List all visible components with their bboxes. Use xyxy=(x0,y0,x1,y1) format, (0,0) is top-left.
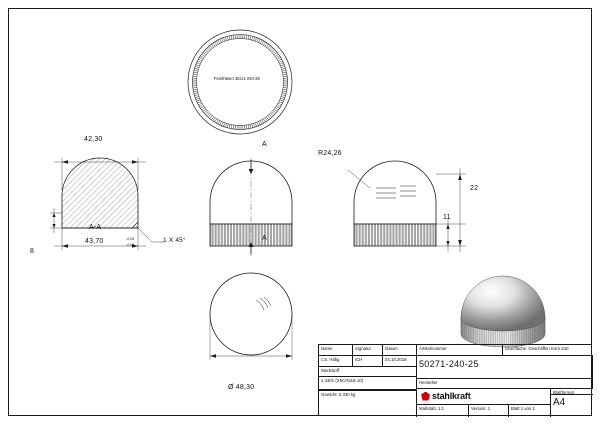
weight-label: Gewicht: 0,330 kg xyxy=(319,390,417,417)
dim-height-skirt: 11 xyxy=(443,214,451,221)
stahlkraft-logo-icon xyxy=(421,392,430,401)
hersteller-label: Hersteller xyxy=(417,378,593,388)
material-value: 1.4301 (X5CrNi18-10) xyxy=(319,377,417,390)
dim-chamfer: 1 X 45° xyxy=(163,237,186,244)
section-mark-top: A xyxy=(262,141,267,148)
material-label: Werkstoff: xyxy=(319,367,417,377)
isometric-view xyxy=(448,258,558,354)
scale-label: Maßstab: 1:1 xyxy=(417,404,469,417)
brand-name: stahlkraft xyxy=(432,391,471,401)
version-label: Version: 1 xyxy=(469,404,509,417)
row-signature-value: ICH xyxy=(353,356,383,367)
dim-wall-thickness: 8 xyxy=(30,248,35,255)
bottom-view xyxy=(198,272,304,364)
col-name: Name xyxy=(319,345,353,356)
col-surface: Oberfläche: Geschliffen Korn 240 xyxy=(503,345,593,356)
top-view xyxy=(186,28,294,136)
sheet-format-value: A4 xyxy=(553,397,566,408)
top-view-label: Feinfräsen 4EU1-240-26 xyxy=(214,76,260,81)
article-number-value: 50271-240-25 xyxy=(419,359,479,369)
brand-block xyxy=(417,388,551,404)
right-elevation-view xyxy=(340,152,490,262)
dim-diameter: Ø 48,30 xyxy=(228,384,255,391)
dim-overall-width: 43,70 xyxy=(85,238,104,245)
title-block xyxy=(318,344,592,416)
page-label: Blatt 1 von 1 xyxy=(509,404,551,417)
dim-radius: R24,26 xyxy=(318,150,342,157)
row-name-value: CS. Häfig xyxy=(319,356,353,367)
tolerance-lower: -0,05 xyxy=(126,243,135,247)
col-date: Datum xyxy=(383,345,417,356)
dim-height-total: 22 xyxy=(470,185,479,192)
row-date-value: 24.10.2018 xyxy=(383,356,417,367)
section-label-aa: A-A xyxy=(89,224,102,231)
tolerance-upper: -0,05 xyxy=(126,237,135,241)
section-mark-bottom: A xyxy=(262,235,267,242)
col-signature: Signatur xyxy=(353,345,383,356)
front-view xyxy=(196,152,306,262)
dim-width-top: 42,30 xyxy=(84,136,103,143)
col-article-number: Artikelnummer xyxy=(417,345,503,356)
blattformat-label: Blattformat xyxy=(551,388,593,395)
